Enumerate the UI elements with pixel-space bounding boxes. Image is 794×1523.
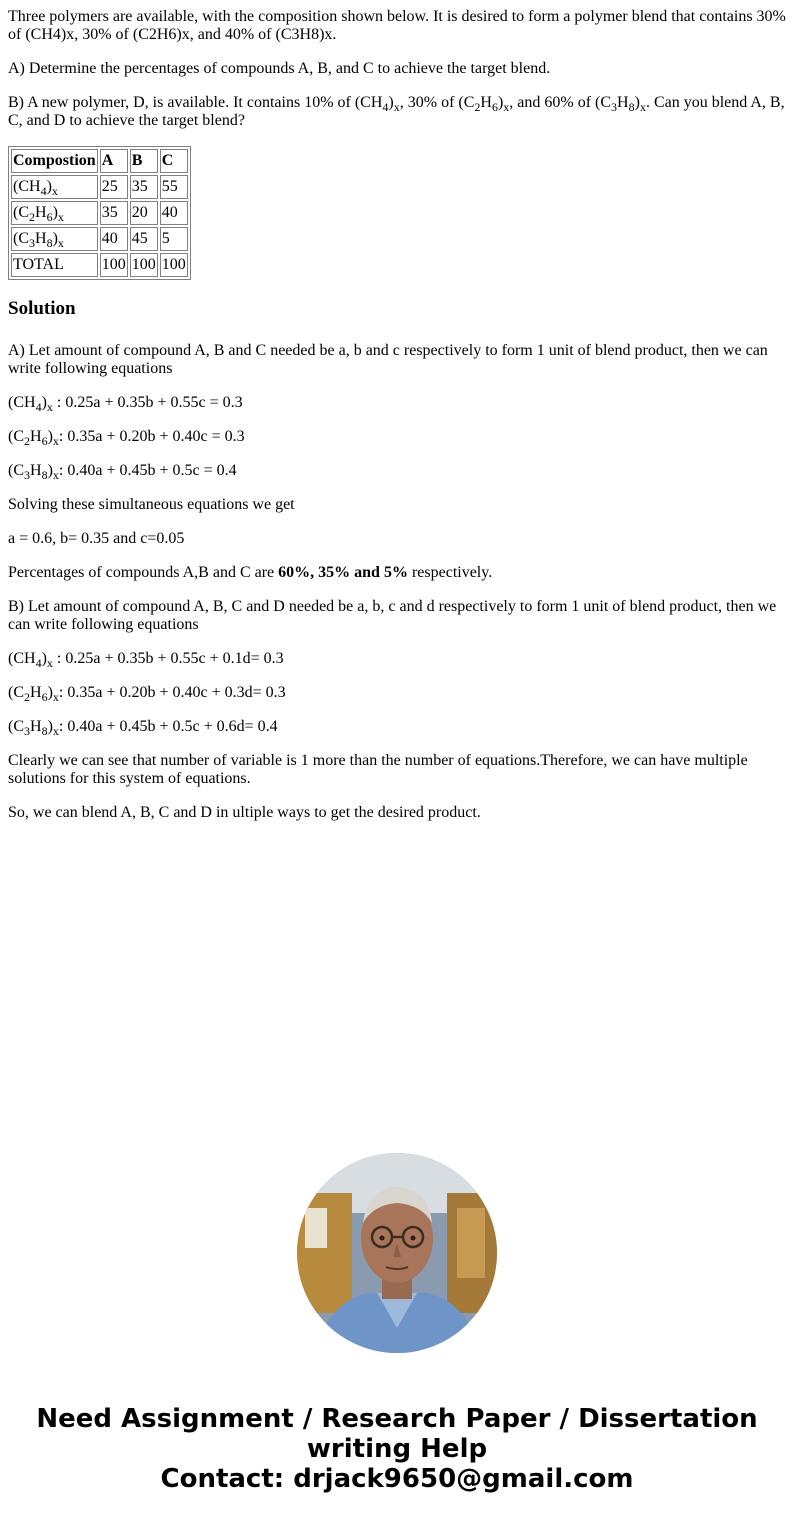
table-cell: 100 [130,253,158,277]
row-label-total: TOTAL [11,253,98,277]
solution-heading: Solution [8,298,76,319]
table-header: Compostion [11,149,98,173]
table-total-row [11,253,188,277]
row-label-c2h6: $(C_2H_6)_x$ [11,201,98,225]
table-header: B [130,149,158,173]
table-header: C [160,149,188,173]
table-row [11,201,188,225]
table-header: A [100,149,128,173]
equation-a-ch4: $(CH_4)_x$ : 0.25a + 0.35b + 0.55c = 0.3 [8,394,243,414]
composition-table [8,146,191,280]
tutor-portrait-icon [297,1153,497,1353]
row-label-c3h8: $(C_3H_8)_x$ [11,227,98,251]
result-text: a = 0.6, b= 0.35 and c=0.05 [8,530,185,547]
percentages-bold: 60%, 35% and 5% [278,564,408,581]
solution-a-intro: A) Let amount of compound A, B and C needed be a, b and c respectively to form 1 unit of blend product, then we can write following equations [8,342,768,377]
table-cell: 25 [100,175,128,199]
footer-contact-text: Contact: drjack9650@gmail.com [160,1464,634,1494]
equation-b-c2h6: $(C_2H_6)_x$: 0.35a + 0.20b + 0.40c + 0.3d= 0.3 [8,684,286,704]
table-row [11,227,188,251]
table-cell: 40 [160,201,188,225]
equation-b-ch4: $(CH_4)_x$ : 0.25a + 0.35b + 0.55c + 0.1d= 0.3 [8,650,284,670]
question-intro: Three polymers are available, with the composition shown below. It is desired to form a polymer blend that contains 30% of (CH4)x, 30% of (C2H6)x, and 40% of (C3H8)x. [8,8,786,43]
percentages-text: Percentages of compounds A,B and C are 60%, 35% and 5% respectively. [8,564,493,581]
table-cell: 40 [100,227,128,251]
table-row [11,175,188,199]
table-cell: 55 [160,175,188,199]
clearly-text: Clearly we can see that number of variable is 1 more than the number of equations.Therefore, we can have multiple solutions for this system of equations. [8,752,748,787]
table-cell: 100 [160,253,188,277]
question-part-b: B) A new polymer, D, is available. It contains 10% of $(CH_4)_x$, 30% of $(C_2H_6)_x$, and 60% of $(C_3H_8)_x$. Can you blend A, B, C, and D to achieve the target blend? [8,94,785,129]
solution-b-intro: B) Let amount of compound A, B, C and D needed be a, b, c and d respectively to form 1 unit of blend product, then we can write following equations [8,598,777,633]
table-cell: 20 [130,201,158,225]
table-header-row [11,149,188,173]
table-cell: 35 [100,201,128,225]
equation-a-c2h6: $(C_2H_6)_x$: 0.35a + 0.20b + 0.40c = 0.3 [8,428,245,448]
avatar [297,1153,497,1353]
equation-a-c3h8: $(C_3H_8)_x$: 0.40a + 0.45b + 0.5c = 0.4 [8,462,237,482]
table-cell: 5 [160,227,188,251]
footer-help-text: Need Assignment / Research Paper / Dissertation writing Help [36,1404,758,1464]
row-label-ch4: $(CH_4)_x$ [11,175,98,199]
conclusion-text: So, we can blend A, B, C and D in ultiple ways to get the desired product. [8,804,481,821]
table-cell: 100 [100,253,128,277]
solving-text: Solving these simultaneous equations we get [8,496,295,513]
footer-banner [0,1404,794,1494]
table-cell: 45 [130,227,158,251]
equation-b-c3h8: $(C_3H_8)_x$: 0.40a + 0.45b + 0.5c + 0.6d= 0.4 [8,718,278,738]
question-part-a: A) Determine the percentages of compounds A, B, and C to achieve the target blend. [8,60,551,77]
table-cell: 35 [130,175,158,199]
